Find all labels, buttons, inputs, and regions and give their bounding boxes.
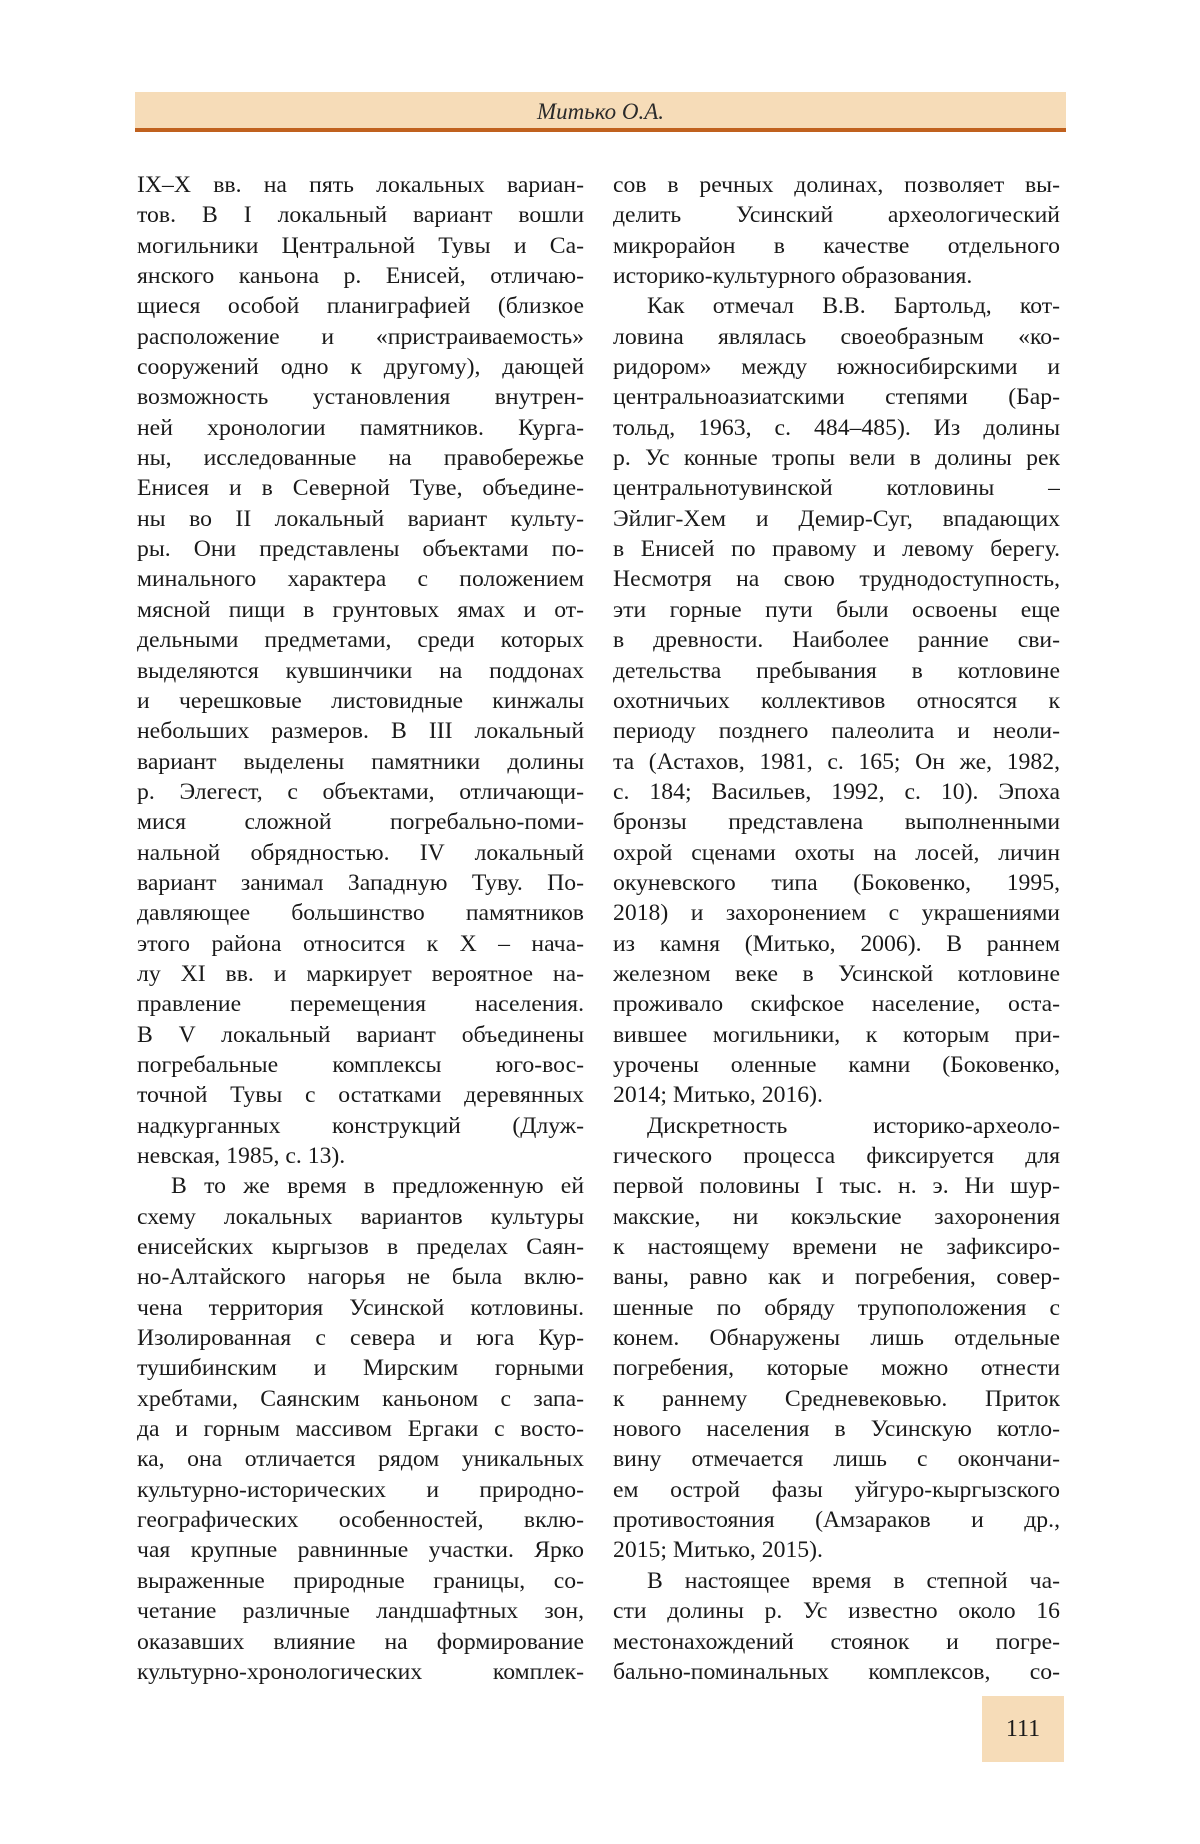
right-text-column [613, 170, 1060, 1687]
text-line: погребения, которые можно отнести [613, 1355, 1060, 1382]
text-line: шенные по обряду трупоположения с [613, 1294, 1060, 1321]
text-line: 2018) и захоронением с украшениями [613, 900, 1060, 927]
text-line: периоду позднего палеолита и неоли- [613, 718, 1060, 745]
text-line: конем. Обнаружены лишь отдельные [613, 1325, 1060, 1352]
text-line: выделяются кувшинчики на поддонах [137, 657, 584, 684]
text-line: охотничьих коллективов относятся к [613, 687, 1060, 714]
text-line: эти горные пути были освоены еще [613, 596, 1060, 623]
text-line: местонахождений стоянок и погре- [613, 1628, 1060, 1655]
text-line: макские, ни кокэльские захоронения [613, 1203, 1060, 1230]
text-line: точной Тувы с остатками деревянных [137, 1082, 584, 1109]
text-line: урочены оленные камни (Боковенко, [613, 1051, 1060, 1078]
text-line: енисейских кыргызов в пределах Саян- [137, 1234, 584, 1261]
text-line: к раннему Средневековью. Приток [613, 1385, 1060, 1412]
text-line: делить Усинский археологический [613, 202, 1060, 229]
text-line: лу XI вв. и маркирует вероятное на- [137, 960, 584, 987]
text-line: четание различные ландшафтных зон, [137, 1598, 584, 1625]
text-line: тольд, 1963, с. 484–485). Из долины [613, 414, 1060, 441]
left-text-column [137, 170, 584, 1687]
text-line: с. 184; Васильев, 1992, с. 10). Эпоха [613, 778, 1060, 805]
text-line: из камня (Митько, 2006). В раннем [613, 930, 1060, 957]
text-line: ем острой фазы уйгуро-кыргызского [613, 1476, 1060, 1503]
running-header [135, 92, 1066, 132]
text-line: мися сложной погребально-поми- [137, 809, 584, 836]
text-line: ры. Они представлены объектами по- [137, 536, 584, 563]
text-line: правление перемещения населения. [137, 991, 584, 1018]
author-running-head: Митько О.А. [536, 99, 665, 124]
text-line: этого района относится к X – нача- [137, 930, 584, 957]
text-line: выраженные природные границы, со- [137, 1567, 584, 1594]
text-line: вариант выделены памятники долины [137, 748, 584, 775]
text-line: надкурганных конструкций (Длуж- [137, 1112, 584, 1139]
text-line: нальной обрядностью. IV локальный [137, 839, 584, 866]
text-line: охрой сценами охоты на лосей, личин [613, 839, 1060, 866]
text-line: нового населения в Усинскую котло- [613, 1416, 1060, 1443]
text-line: В то же время в предложенную ей [171, 1173, 584, 1200]
text-line: чая крупные равнинные участки. Ярко [137, 1537, 584, 1564]
text-line: хребтами, Саянским каньоном с запа- [137, 1385, 584, 1412]
text-line: культурно-хронологических комплек- [137, 1658, 584, 1685]
text-line: ридором» между южносибирскими и [613, 354, 1060, 381]
text-line: мясной пищи в грунтовых ямах и от- [137, 596, 584, 623]
text-line: гического процесса фиксируется для [613, 1143, 1060, 1169]
text-line: в Енисей по правому и левому берегу. [613, 536, 1060, 563]
text-line: историко-культурного образования. [613, 263, 973, 290]
text-line: минального характера с положением [137, 566, 584, 593]
text-line: центральноазиатскими степями (Бар- [613, 384, 1060, 411]
text-line: ней хронологии памятников. Курга- [137, 414, 584, 441]
text-line: В V локальный вариант объединены [137, 1021, 584, 1048]
text-line: тушибинским и Мирским горными [137, 1355, 584, 1382]
text-line: ны во II локальный вариант культу- [137, 505, 584, 532]
text-line: к настоящему времени не зафиксиро- [613, 1234, 1060, 1261]
text-line: янского каньона р. Енисей, отличаю- [137, 263, 584, 290]
text-line: Несмотря на свою труднодоступность, [613, 566, 1060, 593]
text-line: центральнотувинской котловины – [613, 475, 1060, 502]
text-line: Дискретность историко-археоло- [647, 1112, 1060, 1139]
text-line: сооружений одно к другому), дающей [137, 354, 584, 381]
text-line: вину отмечается лишь с окончани- [613, 1446, 1060, 1473]
page-number: 111 [1005, 1715, 1041, 1742]
text-line: схему локальных вариантов культуры [137, 1203, 584, 1230]
text-line: да и горным массивом Ергаки с восто- [137, 1416, 584, 1443]
text-line: ваны, равно как и погребения, совер- [613, 1264, 1060, 1291]
text-line: но-Алтайского нагорья не была вклю- [137, 1264, 584, 1291]
text-line: Как отмечал В.В. Бартольд, кот- [647, 293, 1060, 320]
text-line: сти долины р. Ус известно около 16 [613, 1598, 1060, 1625]
text-line: 2015; Митько, 2015). [613, 1537, 823, 1564]
page-number-box [982, 1696, 1064, 1762]
text-line: тов. В I локальный вариант вошли [137, 202, 584, 229]
text-line: дельными предметами, среди которых [137, 627, 584, 654]
text-line: бально-поминальных комплексов, со- [613, 1658, 1060, 1685]
text-line: ловина являлась своеобразным «ко- [613, 323, 1060, 350]
text-line: микрорайон в качестве отдельного [613, 232, 1060, 259]
text-line: давляющее большинство памятников [137, 900, 584, 927]
text-line: могильники Центральной Тувы и Са- [137, 232, 584, 259]
text-line: Изолированная с севера и юга Кур- [137, 1325, 584, 1352]
text-line: сов в речных долинах, позволяет вы- [613, 172, 1060, 198]
text-line: оказавших влияние на формирование [137, 1628, 584, 1655]
text-line: и черешковые листовидные кинжалы [137, 687, 584, 714]
text-line: Енисея и в Северной Туве, объедине- [137, 475, 584, 502]
text-line: географических особенностей, вклю- [137, 1507, 584, 1534]
text-line: 2014; Митько, 2016). [613, 1082, 823, 1109]
text-line: расположение и «пристраиваемость» [137, 323, 584, 350]
text-line: детельства пребывания в котловине [613, 657, 1060, 684]
text-line: невская, 1985, с. 13). [137, 1143, 346, 1169]
text-line: в древности. Наиболее ранние сви- [613, 627, 1060, 654]
text-line: щиеся особой планиграфией (близкое [137, 293, 584, 320]
text-line: р. Ус конные тропы вели в долины рек [613, 445, 1060, 472]
text-line: погребальные комплексы юго-вос- [137, 1051, 584, 1078]
text-line: небольших размеров. В III локальный [137, 718, 584, 745]
text-line: IX–X вв. на пять локальных вариан- [137, 172, 584, 198]
text-line: вариант занимал Западную Туву. По- [137, 869, 584, 896]
text-line: вившее могильники, к которым при- [613, 1021, 1060, 1048]
text-line: ка, она отличается рядом уникальных [137, 1446, 584, 1473]
text-line: проживало скифское население, оста- [613, 991, 1060, 1018]
text-line: железном веке в Усинской котловине [613, 960, 1060, 987]
text-line: Эйлиг-Хем и Демир-Суг, впадающих [613, 505, 1060, 532]
text-line: чена территория Усинской котловины. [137, 1294, 584, 1321]
text-line: В настоящее время в степной ча- [647, 1567, 1060, 1594]
text-line: ны, исследованные на правобережье [137, 445, 584, 472]
text-line: окуневского типа (Боковенко, 1995, [613, 869, 1060, 896]
text-line: та (Астахов, 1981, с. 165; Он же, 1982, [613, 748, 1060, 775]
text-line: бронзы представлена выполненными [613, 809, 1060, 836]
text-line: р. Элегест, с объектами, отличающи- [137, 778, 584, 805]
text-line: возможность установления внутрен- [137, 384, 584, 411]
text-line: культурно-исторических и природно- [137, 1476, 584, 1503]
text-line: противостояния (Амзараков и др., [613, 1507, 1060, 1534]
text-line: первой половины I тыс. н. э. Ни шур- [613, 1173, 1060, 1200]
